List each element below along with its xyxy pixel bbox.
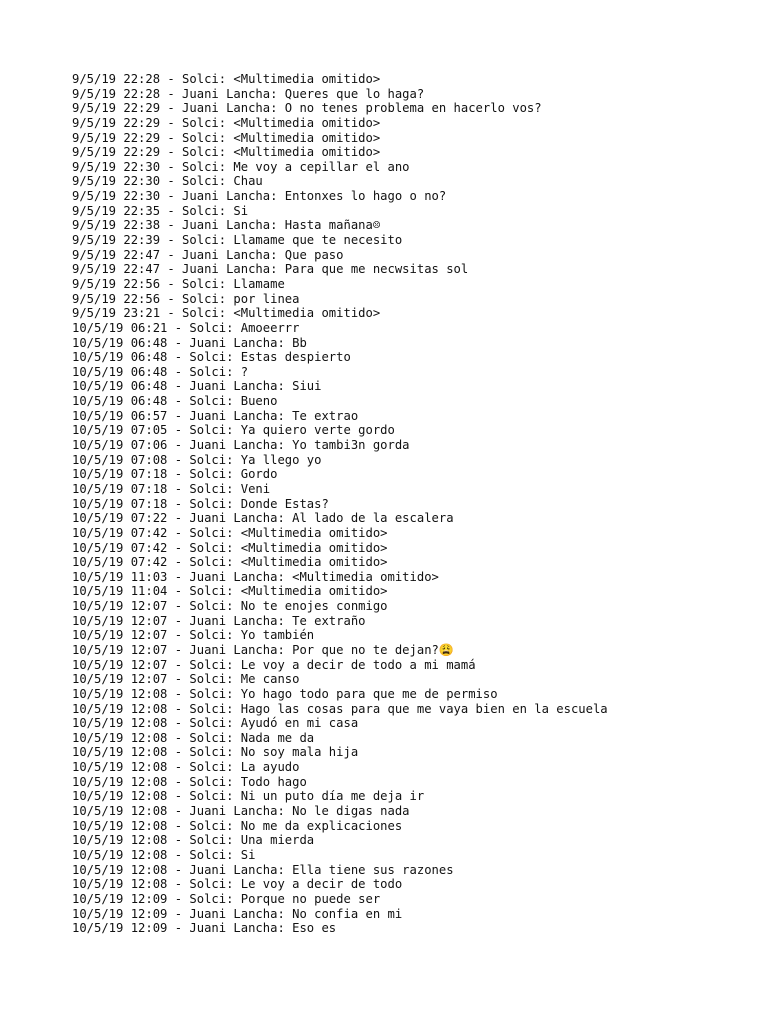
chat-line: 9/5/19 22:56 - Solci: Llamame xyxy=(72,276,285,291)
chat-line: 10/5/19 11:04 - Solci: <Multimedia omitido> xyxy=(72,584,388,599)
chat-line: 9/5/19 22:56 - Solci: por linea xyxy=(72,291,300,306)
chat-line: 10/5/19 12:07 - Solci: Le voy a decir de todo a mi mamá xyxy=(72,657,476,672)
chat-line: 9/5/19 22:28 - Solci: <Multimedia omitido> xyxy=(72,72,381,86)
chat-line: 10/5/19 06:48 - Juani Lancha: Siui xyxy=(72,379,322,394)
chat-line: 9/5/19 22:28 - Juani Lancha: Queres que lo haga? xyxy=(72,86,425,101)
chat-line: 9/5/19 22:38 - Juani Lancha: Hasta mañana☹ xyxy=(72,218,381,233)
chat-line: 10/5/19 12:07 - Solci: No te enojes conmigo xyxy=(72,599,388,614)
chat-line: 10/5/19 06:21 - Solci: Amoeerrr xyxy=(72,320,300,335)
chat-line: 10/5/19 07:08 - Solci: Ya llego yo xyxy=(72,452,322,467)
chat-line: 10/5/19 07:22 - Juani Lancha: Al lado de la escalera xyxy=(72,511,454,526)
chat-line: 9/5/19 23:21 - Solci: <Multimedia omitido> xyxy=(72,306,381,321)
chat-line: 9/5/19 22:29 - Solci: <Multimedia omitido> xyxy=(72,115,381,130)
chat-line: 10/5/19 12:09 - Juani Lancha: Eso es xyxy=(72,921,337,936)
chat-line: 10/5/19 12:07 - Juani Lancha: Por que no te dejan?😩 xyxy=(72,642,455,657)
chat-line: 9/5/19 22:29 - Solci: <Multimedia omitido> xyxy=(72,145,381,160)
chat-line: 10/5/19 07:05 - Solci: Ya quiero verte gordo xyxy=(72,423,395,438)
chat-line: 10/5/19 12:08 - Solci: Le voy a decir de todo xyxy=(72,877,403,892)
chat-line: 10/5/19 07:18 - Solci: Gordo xyxy=(72,467,278,482)
chat-line: 10/5/19 12:08 - Juani Lancha: Ella tiene sus razones xyxy=(72,862,454,877)
chat-line: 10/5/19 07:42 - Solci: <Multimedia omitido> xyxy=(72,555,388,570)
chat-line: 10/5/19 12:09 - Juani Lancha: No confia en mi xyxy=(72,906,403,921)
chat-line: 10/5/19 06:48 - Solci: ? xyxy=(72,364,249,379)
chat-line: 10/5/19 12:08 - Solci: No soy mala hija xyxy=(72,745,359,760)
chat-line: 10/5/19 07:18 - Solci: Donde Estas? xyxy=(72,496,329,511)
chat-line: 10/5/19 07:42 - Solci: <Multimedia omitido> xyxy=(72,540,388,555)
chat-line: 10/5/19 12:08 - Solci: No me da explicaciones xyxy=(72,818,403,833)
chat-line: 10/5/19 12:08 - Solci: Hago las cosas para que me vaya bien en la escuela xyxy=(72,701,608,716)
chat-line: 10/5/19 12:09 - Solci: Porque no puede ser xyxy=(72,891,381,906)
chat-line: 10/5/19 07:42 - Solci: <Multimedia omitido> xyxy=(72,525,388,540)
chat-line: 9/5/19 22:30 - Solci: Me voy a cepillar el ano xyxy=(72,159,410,174)
chat-transcript xyxy=(72,72,608,936)
chat-line: 10/5/19 12:08 - Solci: Una mierda xyxy=(72,833,315,848)
chat-line: 10/5/19 07:06 - Juani Lancha: Yo tambi3n gorda xyxy=(72,438,410,453)
chat-line: 10/5/19 07:18 - Solci: Veni xyxy=(72,481,271,496)
chat-line: 10/5/19 06:48 - Juani Lancha: Bb xyxy=(72,335,307,350)
chat-line: 10/5/19 12:08 - Solci: Todo hago xyxy=(72,774,307,789)
chat-line: 10/5/19 12:08 - Juani Lancha: No le digas nada xyxy=(72,804,410,819)
chat-line: 9/5/19 22:30 - Solci: Chau xyxy=(72,174,263,189)
chat-line: 10/5/19 12:07 - Solci: Yo también xyxy=(72,628,315,643)
chat-line: 10/5/19 12:08 - Solci: Yo hago todo para que me de permiso xyxy=(72,686,498,701)
chat-line: 10/5/19 12:08 - Solci: La ayudo xyxy=(72,760,300,775)
chat-line: 9/5/19 22:47 - Juani Lancha: Que paso xyxy=(72,247,344,262)
chat-line: 10/5/19 12:08 - Solci: Ayudó en mi casa xyxy=(72,716,359,731)
chat-line: 10/5/19 11:03 - Juani Lancha: <Multimedia omitido> xyxy=(72,569,439,584)
chat-line: 10/5/19 12:08 - Solci: Si xyxy=(72,847,256,862)
chat-line: 10/5/19 12:08 - Solci: Nada me da xyxy=(72,730,315,745)
chat-line: 9/5/19 22:30 - Juani Lancha: Entonxes lo hago o no? xyxy=(72,189,447,204)
chat-line: 10/5/19 12:08 - Solci: Ni un puto día me deja ir xyxy=(72,789,425,804)
chat-line: 10/5/19 12:07 - Solci: Me canso xyxy=(72,672,300,687)
chat-line: 9/5/19 22:35 - Solci: Si xyxy=(72,203,249,218)
chat-line: 10/5/19 12:07 - Juani Lancha: Te extraño xyxy=(72,613,366,628)
chat-line: 10/5/19 06:48 - Solci: Bueno xyxy=(72,394,278,409)
chat-line: 9/5/19 22:47 - Juani Lancha: Para que me necwsitas sol xyxy=(72,262,469,277)
chat-line: 10/5/19 06:48 - Solci: Estas despierto xyxy=(72,350,351,365)
chat-line: 10/5/19 06:57 - Juani Lancha: Te extrao xyxy=(72,408,359,423)
chat-line: 9/5/19 22:29 - Solci: <Multimedia omitido> xyxy=(72,130,381,145)
chat-line: 9/5/19 22:39 - Solci: Llamame que te necesito xyxy=(72,233,403,248)
chat-line: 9/5/19 22:29 - Juani Lancha: O no tenes problema en hacerlo vos? xyxy=(72,101,542,116)
